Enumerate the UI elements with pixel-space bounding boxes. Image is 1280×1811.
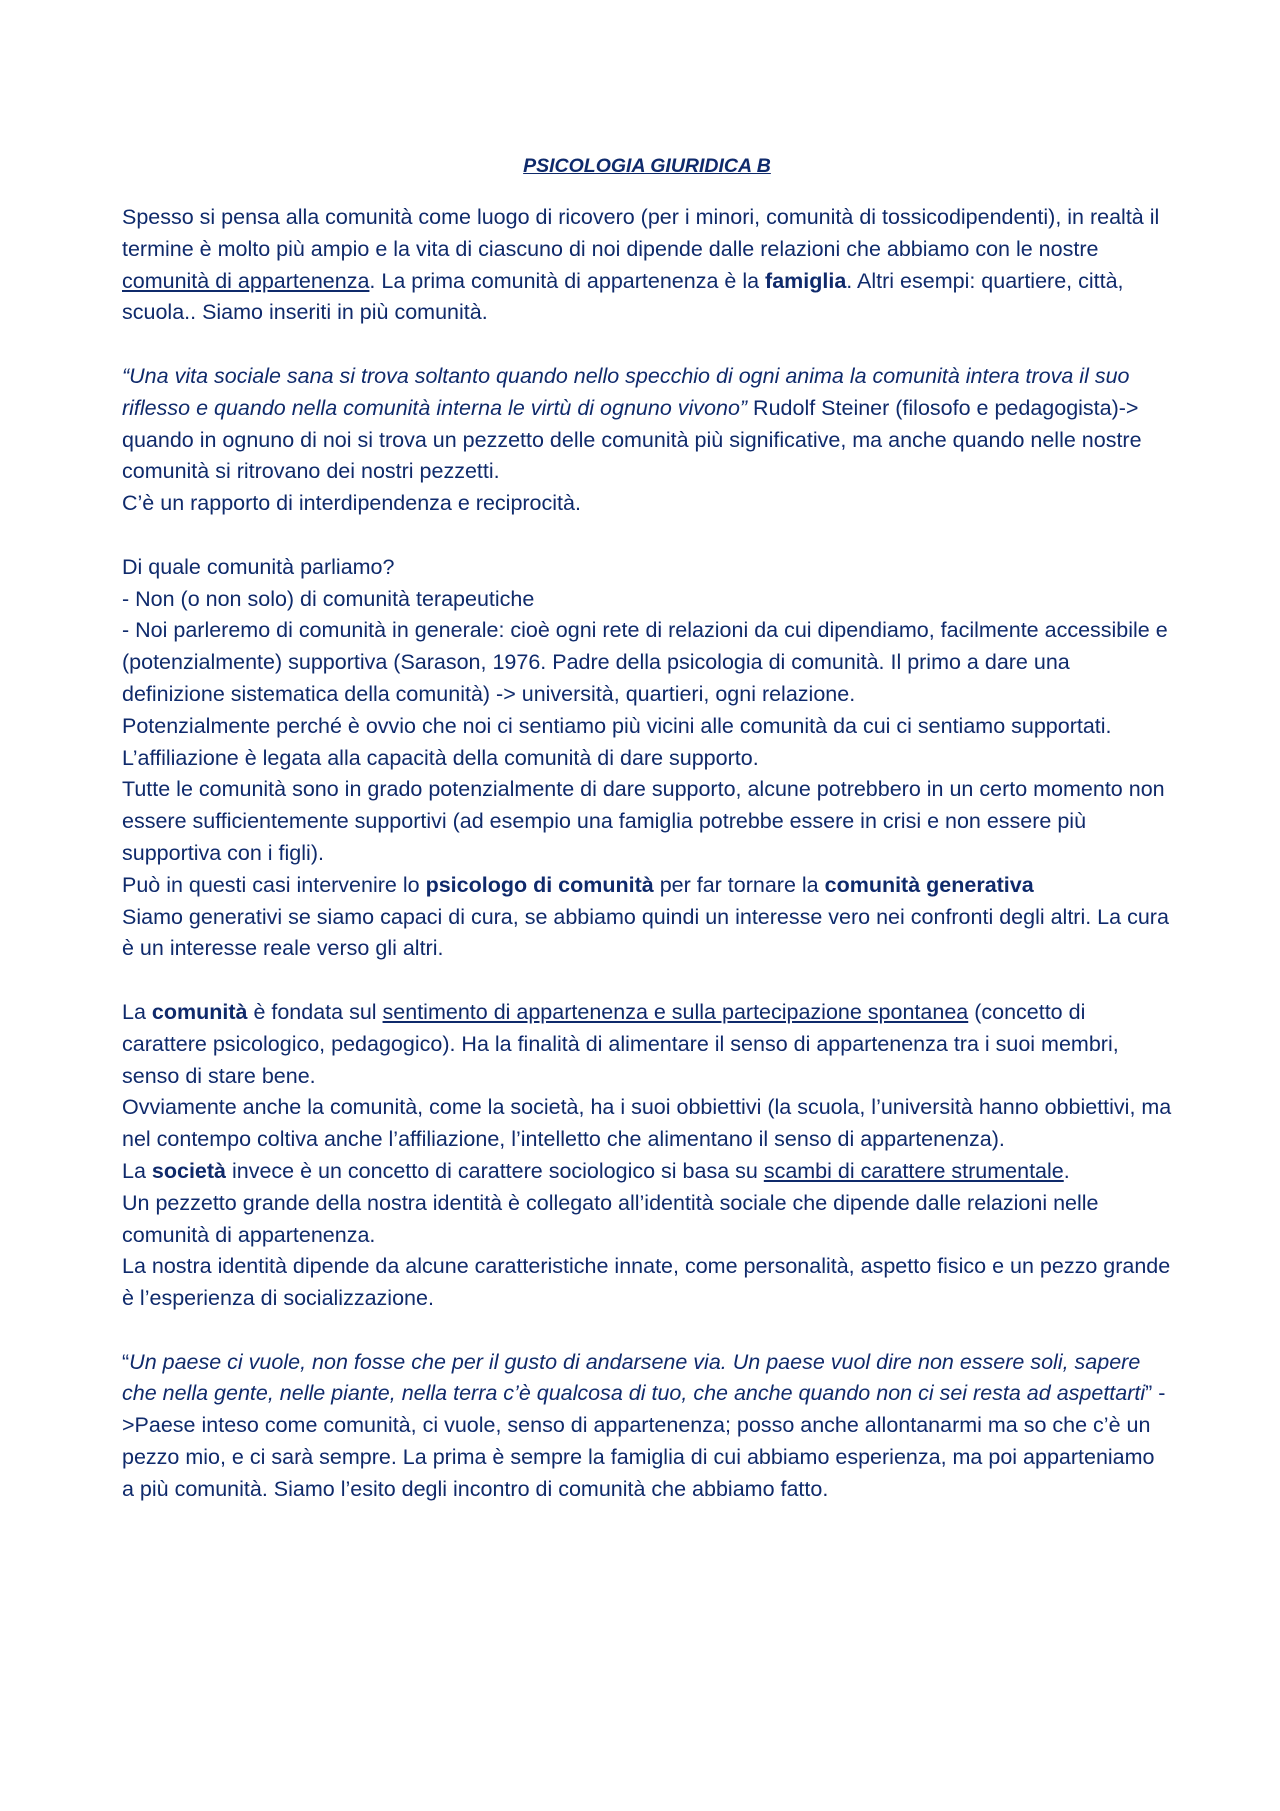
bold-term: famiglia (765, 268, 847, 293)
underlined-term: comunità di appartenenza (122, 268, 370, 293)
blank-line (122, 520, 1172, 552)
blank-line (122, 329, 1172, 361)
paragraph-line: La nostra identità dipende da alcune caratteristiche innate, come personalità, aspetto fisico e un pezzo grande è l’esperienza di socializzazione. (122, 1254, 1171, 1311)
text: (concetto di carattere psicologico, pedagogico). Ha la finalità di alimentare il senso di appartenenza tra i suoi membri, senso di stare bene. (122, 999, 1119, 1088)
page-title: PSICOLOGIA GIURIDICA B (523, 155, 771, 177)
paragraph-line (122, 1156, 1172, 1188)
quote-text: Un paese ci vuole, non fosse che per il gusto di andarsene via. Un paese vuol dire non essere soli, sapere che nella gente, nelle piante, nella terra c’è qualcosa di tuo, che anche quando non ci sei resta ad aspettarti (122, 1349, 1146, 1406)
paragraph-community-definition (122, 997, 1172, 1092)
paragraph-line: Potenzialmente perché è ovvio che noi ci sentiamo più vicini alle comunità da cui ci sentiamo supportati. L’affiliazione è legata alla capacità della comunità di dare supporto. (122, 713, 1112, 770)
paragraph-line: - Non (o non solo) di comunità terapeutiche (122, 586, 535, 611)
paragraph-line: Siamo generativi se siamo capaci di cura, se abbiamo quindi un interesse vero nei confronti degli altri. La cura è un interesse reale verso gli altri. (122, 904, 1169, 961)
text: “ (122, 1349, 130, 1374)
text: . Altri esempi: quartiere, città, scuola.. Siamo inseriti in più comunità. (122, 268, 1124, 325)
paragraph-community-intro (122, 202, 1172, 329)
text: Può in questi casi intervenire lo (122, 872, 426, 897)
bold-term: comunità generativa (824, 872, 1034, 897)
underlined-term: sentimento di appartenenza e sulla partecipazione spontanea (382, 999, 969, 1024)
text: Rudolf Steiner (filosofo e pedagogista)-> quando in ognuno di noi si trova un pezzetto delle comunità più significative, ma anche quando nelle nostre comunità si ritrovano dei nostri pezzetti. (122, 395, 1142, 484)
bold-term: psicologo di comunità (425, 872, 654, 897)
blank-line (122, 965, 1172, 997)
paragraph-line: Tutte le comunità sono in grado potenzialmente di dare supporto, alcune potrebbero in un certo momento non essere sufficientemente supportivi (ad esempio una famiglia potrebbe essere in crisi e non essere più supportiva con i figli). (122, 777, 1165, 865)
paragraph-line: Di quale comunità parliamo? (122, 554, 395, 579)
text: è fondata sul (247, 999, 383, 1024)
paragraph-line: Ovviamente anche la comunità, come la società, ha i suoi obbiettivi (la scuola, l’università hanno obbiettivi, ma nel contempo coltiva anche l’affiliazione, l’intelletto che alimentano il senso di appartenenza). (122, 1095, 1172, 1152)
paragraph-line: C’è un rapporto di interdipendenza e reciprocità. (122, 491, 581, 516)
text: ” ->Paese inteso come comunità, ci vuole, senso di appartenenza; posso anche allontanarmi ma so che c’è un pezzo mio, e ci sarà sempre. La prima è sempre la famiglia di cui abbiamo esperienza, ma poi apparteniamo a più comunità. Siamo l’esito degli incontro di comunità che abbiamo fatto. (122, 1381, 1166, 1501)
text: . La prima comunità di appartenenza è la (369, 268, 766, 293)
paragraph-line: - Noi parleremo di comunità in generale: cioè ogni rete di relazioni da cui dipendiamo, facilmente accessibile e (potenzialmente) supportiva (Sarason, 1976. Padre della psicologia di comunità. Il primo a dare una definizione sistematica della comunità) -> università, quartieri, ogni relazione. (122, 618, 1168, 706)
paragraph-line: Un pezzetto grande della nostra identità è collegato all’identità sociale che dipende dalle relazioni nelle comunità di appartenenza. (122, 1190, 1099, 1247)
paragraph-line (122, 870, 1172, 902)
bold-term: società (151, 1158, 226, 1183)
text: invece è un concetto di carattere sociologico si basa su (226, 1158, 764, 1183)
text: Spesso si pensa alla comunità come luogo di ricovero (per i minori, comunità di tossicodipendenti), in realtà il termine è molto più ampio e la vita di ciascuno di noi dipende dalle relazioni che abbiamo con le nostre (122, 205, 1160, 261)
text: La (122, 999, 152, 1024)
text: . (1063, 1158, 1070, 1183)
document-page (122, 152, 1172, 1506)
underlined-term: scambi di carattere strumentale (763, 1158, 1064, 1183)
paragraph-steiner-quote (122, 361, 1172, 488)
blank-line (122, 1315, 1172, 1347)
text: La (122, 1158, 152, 1183)
paragraph-paese-quote (122, 1347, 1172, 1506)
bold-term: comunità (151, 999, 248, 1024)
quote-text: “Una vita sociale sana si trova soltanto quando nello specchio di ogni anima la comunità intera trova il suo riflesso e quando nella comunità interna le virtù di ognuno vivono” (122, 363, 1130, 420)
text: per far tornare la (653, 872, 825, 897)
